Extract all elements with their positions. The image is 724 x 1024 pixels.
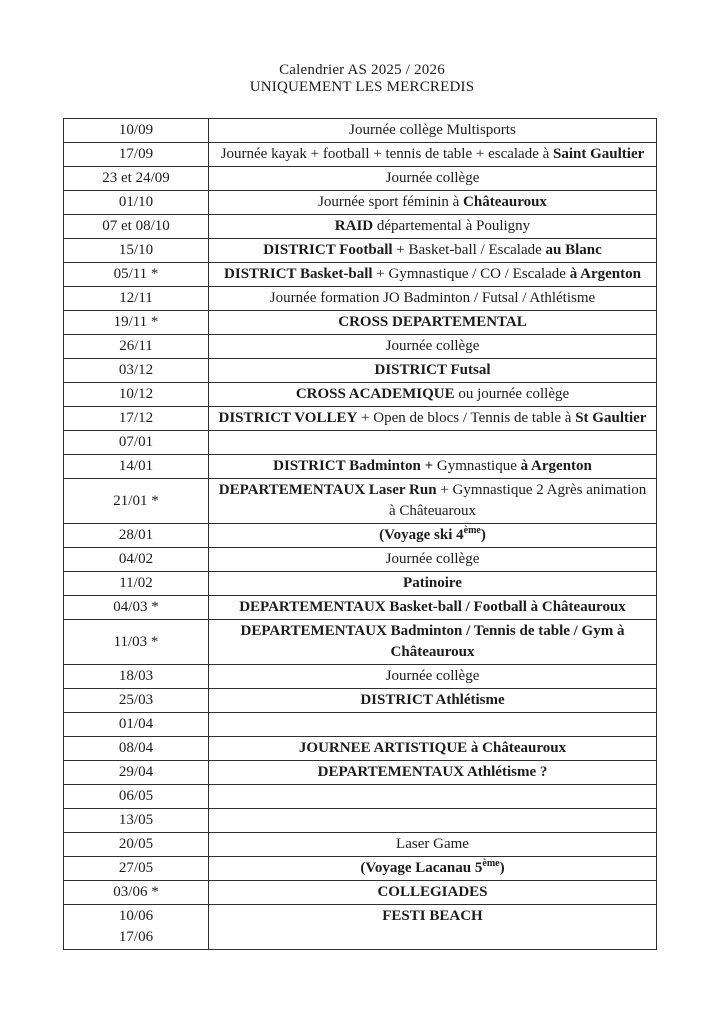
table-row xyxy=(64,524,657,548)
table-row xyxy=(64,905,657,950)
event-text-segment: au Blanc xyxy=(545,242,602,258)
event-text-segment: Journée collège xyxy=(385,170,480,186)
date-cell xyxy=(64,737,209,761)
event-cell xyxy=(209,479,657,524)
event-text-segment: DEPARTEMENTAUX Athlétisme ? xyxy=(317,764,548,780)
date-cell xyxy=(64,431,209,455)
event-cell xyxy=(209,809,657,833)
event-text-segment: ème xyxy=(463,525,481,536)
event-cell xyxy=(209,905,657,950)
date-cell xyxy=(64,479,209,524)
date-cell xyxy=(64,785,209,809)
document-title-line1: Calendrier AS 2025 / 2026 xyxy=(279,62,445,78)
event-text-segment: DISTRICT VOLLEY xyxy=(218,410,358,426)
date-cell xyxy=(64,689,209,713)
event-text-segment: Journée collège xyxy=(385,338,480,354)
event-text-segment: DEPARTEMENTAUX Badminton / Tennis de table / Gym à Châteauroux xyxy=(240,623,625,660)
date-text: 06/05 xyxy=(118,788,154,804)
date-text: 15/10 xyxy=(118,242,154,258)
event-text-segment: Journée formation JO Badminton / Futsal / Athlétisme xyxy=(269,290,596,306)
table-row xyxy=(64,665,657,689)
event-cell xyxy=(209,713,657,737)
date-cell xyxy=(64,596,209,620)
event-text-segment: DISTRICT Basket-ball xyxy=(224,266,373,282)
event-text-segment: ème xyxy=(482,858,500,869)
date-text: 27/05 xyxy=(118,860,154,876)
table-row xyxy=(64,191,657,215)
date-cell xyxy=(64,215,209,239)
date-text: 04/03 * xyxy=(113,599,159,615)
table-row xyxy=(64,479,657,524)
event-text-segment: Saint Gaultier xyxy=(553,146,645,162)
date-text: 26/11 xyxy=(119,338,153,354)
date-text: 11/03 * xyxy=(113,633,159,650)
table-row xyxy=(64,689,657,713)
event-text-segment: Journée kayak + football + tennis de table + escalade à xyxy=(220,146,554,162)
event-text-segment: COLLEGIADES xyxy=(377,884,488,900)
calendar-table xyxy=(63,118,657,950)
event-text-segment: + Basket-ball / Escalade xyxy=(392,242,546,258)
event-cell xyxy=(209,407,657,431)
date-text: 03/12 xyxy=(118,362,154,378)
date-cell xyxy=(64,239,209,263)
date-cell xyxy=(64,359,209,383)
event-text-segment: DISTRICT Badminton + xyxy=(273,458,434,474)
event-cell xyxy=(209,857,657,881)
date-cell xyxy=(64,263,209,287)
date-cell xyxy=(64,455,209,479)
table-row xyxy=(64,620,657,665)
event-cell xyxy=(209,881,657,905)
table-row xyxy=(64,335,657,359)
event-text-segment: Laser Game xyxy=(396,836,469,852)
table-row xyxy=(64,737,657,761)
date-text: 25/03 xyxy=(118,692,154,708)
event-text-segment: DISTRICT Athlétisme xyxy=(360,692,505,708)
date-text: 12/11 xyxy=(119,290,153,306)
date-cell xyxy=(64,809,209,833)
table-row xyxy=(64,761,657,785)
event-text-segment: JOURNEE ARTISTIQUE à Châteauroux xyxy=(298,740,567,756)
date-cell xyxy=(64,383,209,407)
event-cell xyxy=(209,524,657,548)
event-cell xyxy=(209,311,657,335)
table-row xyxy=(64,311,657,335)
event-text-segment: à Argenton xyxy=(520,458,592,474)
date-text: 18/03 xyxy=(118,668,154,684)
event-cell xyxy=(209,737,657,761)
date-cell xyxy=(64,335,209,359)
date-text: 17/12 xyxy=(118,410,154,426)
event-text-segment: Patinoire xyxy=(403,575,462,591)
date-cell xyxy=(64,407,209,431)
date-text: 23 et 24/09 xyxy=(102,170,170,186)
table-row xyxy=(64,239,657,263)
date-text: 10/12 xyxy=(118,386,154,402)
event-cell xyxy=(209,335,657,359)
event-cell xyxy=(209,548,657,572)
date-text: 03/06 * xyxy=(113,884,159,900)
event-text-segment: ) xyxy=(480,527,486,543)
event-cell xyxy=(209,287,657,311)
event-text-segment: CROSS ACADEMIQUE xyxy=(295,386,455,402)
table-row xyxy=(64,572,657,596)
document-title-block xyxy=(0,62,724,96)
event-text-segment: + Gymnastique / CO / Escalade xyxy=(372,266,570,282)
event-cell xyxy=(209,215,657,239)
date-text: 13/05 xyxy=(118,812,154,828)
date-cell xyxy=(64,524,209,548)
event-text-segment: RAID xyxy=(334,218,374,234)
event-text-segment: DISTRICT Football xyxy=(263,242,393,258)
table-row xyxy=(64,143,657,167)
date-text: 10/09 xyxy=(118,122,154,138)
event-cell xyxy=(209,785,657,809)
event-text-segment: + Open de blocs / Tennis de table à xyxy=(357,410,576,426)
date-cell xyxy=(64,761,209,785)
date-cell xyxy=(64,287,209,311)
calendar-table-body xyxy=(64,119,657,950)
event-cell xyxy=(209,665,657,689)
date-cell xyxy=(64,119,209,143)
date-cell xyxy=(64,191,209,215)
event-text-segment: DISTRICT Futsal xyxy=(374,362,491,378)
table-row xyxy=(64,119,657,143)
date-cell xyxy=(64,548,209,572)
date-text: 01/04 xyxy=(118,716,154,732)
table-row xyxy=(64,407,657,431)
event-cell xyxy=(209,761,657,785)
table-row xyxy=(64,881,657,905)
date-cell xyxy=(64,881,209,905)
date-text: 17/06 xyxy=(118,929,154,945)
event-cell xyxy=(209,689,657,713)
event-text-segment: Châteauroux xyxy=(463,194,547,210)
table-row xyxy=(64,287,657,311)
event-text-segment: Journée collège xyxy=(385,668,480,684)
table-row xyxy=(64,596,657,620)
table-row xyxy=(64,431,657,455)
date-cell xyxy=(64,572,209,596)
event-text-segment: St Gaultier xyxy=(575,410,647,426)
document-title-line2: UNIQUEMENT LES MERCREDIS xyxy=(249,79,475,95)
date-text: 08/04 xyxy=(118,740,154,756)
table-row xyxy=(64,713,657,737)
event-text-segment: CROSS DEPARTEMENTAL xyxy=(338,314,527,330)
event-cell xyxy=(209,119,657,143)
table-row xyxy=(64,215,657,239)
event-text-segment: (Voyage Lacanau 5 xyxy=(360,860,483,876)
table-row xyxy=(64,833,657,857)
date-cell xyxy=(64,665,209,689)
event-text-segment: FESTI BEACH xyxy=(382,908,483,924)
date-text: 04/02 xyxy=(118,551,154,567)
table-row xyxy=(64,167,657,191)
event-cell xyxy=(209,359,657,383)
event-cell xyxy=(209,431,657,455)
event-cell xyxy=(209,620,657,665)
date-cell xyxy=(64,857,209,881)
date-text: 21/01 * xyxy=(113,492,159,509)
event-text-segment: départemental à Pouligny xyxy=(373,218,531,234)
event-text-segment: (Voyage ski 4 xyxy=(379,527,464,543)
table-row xyxy=(64,548,657,572)
table-row xyxy=(64,809,657,833)
date-text: 29/04 xyxy=(118,764,154,780)
event-text-segment: Journée collège Multisports xyxy=(349,122,516,138)
event-text-segment: DEPARTEMENTAUX Laser Run xyxy=(218,482,437,498)
date-text: 10/06 xyxy=(118,908,154,924)
date-text: 05/11 * xyxy=(113,266,159,282)
event-cell xyxy=(209,572,657,596)
event-cell xyxy=(209,167,657,191)
event-cell xyxy=(209,143,657,167)
table-row xyxy=(64,383,657,407)
event-text-segment: + Gymnastique 2 Agrès animation à Châteuaroux xyxy=(388,482,647,519)
event-cell xyxy=(209,383,657,407)
event-cell xyxy=(209,239,657,263)
event-text-segment: Gymnastique xyxy=(433,458,521,474)
date-text: 19/11 * xyxy=(113,314,159,330)
event-text-segment: à Argenton xyxy=(569,266,641,282)
event-text-segment: Journée sport féminin à xyxy=(318,194,464,210)
date-cell xyxy=(64,620,209,665)
date-text: 17/09 xyxy=(118,146,154,162)
date-cell xyxy=(64,311,209,335)
event-cell xyxy=(209,263,657,287)
table-row xyxy=(64,785,657,809)
date-text: 01/10 xyxy=(118,194,154,210)
table-row xyxy=(64,455,657,479)
table-row xyxy=(64,359,657,383)
event-text-segment: DEPARTEMENTAUX Basket-ball / Football à Châteauroux xyxy=(239,599,626,615)
event-cell xyxy=(209,833,657,857)
date-cell xyxy=(64,713,209,737)
event-text-segment: ou journée collège xyxy=(454,386,570,402)
date-cell xyxy=(64,905,209,950)
date-cell xyxy=(64,833,209,857)
table-row xyxy=(64,263,657,287)
date-text: 20/05 xyxy=(118,836,154,852)
date-text: 07/01 xyxy=(118,434,154,450)
date-cell xyxy=(64,143,209,167)
date-text: 28/01 xyxy=(118,527,154,543)
date-text: 14/01 xyxy=(118,458,154,474)
date-text: 07 et 08/10 xyxy=(102,218,170,234)
event-text-segment: Journée collège xyxy=(385,551,480,567)
event-text-segment: ) xyxy=(499,860,505,876)
table-row xyxy=(64,857,657,881)
event-cell xyxy=(209,596,657,620)
date-cell xyxy=(64,167,209,191)
event-cell xyxy=(209,191,657,215)
event-cell xyxy=(209,455,657,479)
date-text: 11/02 xyxy=(119,575,153,591)
